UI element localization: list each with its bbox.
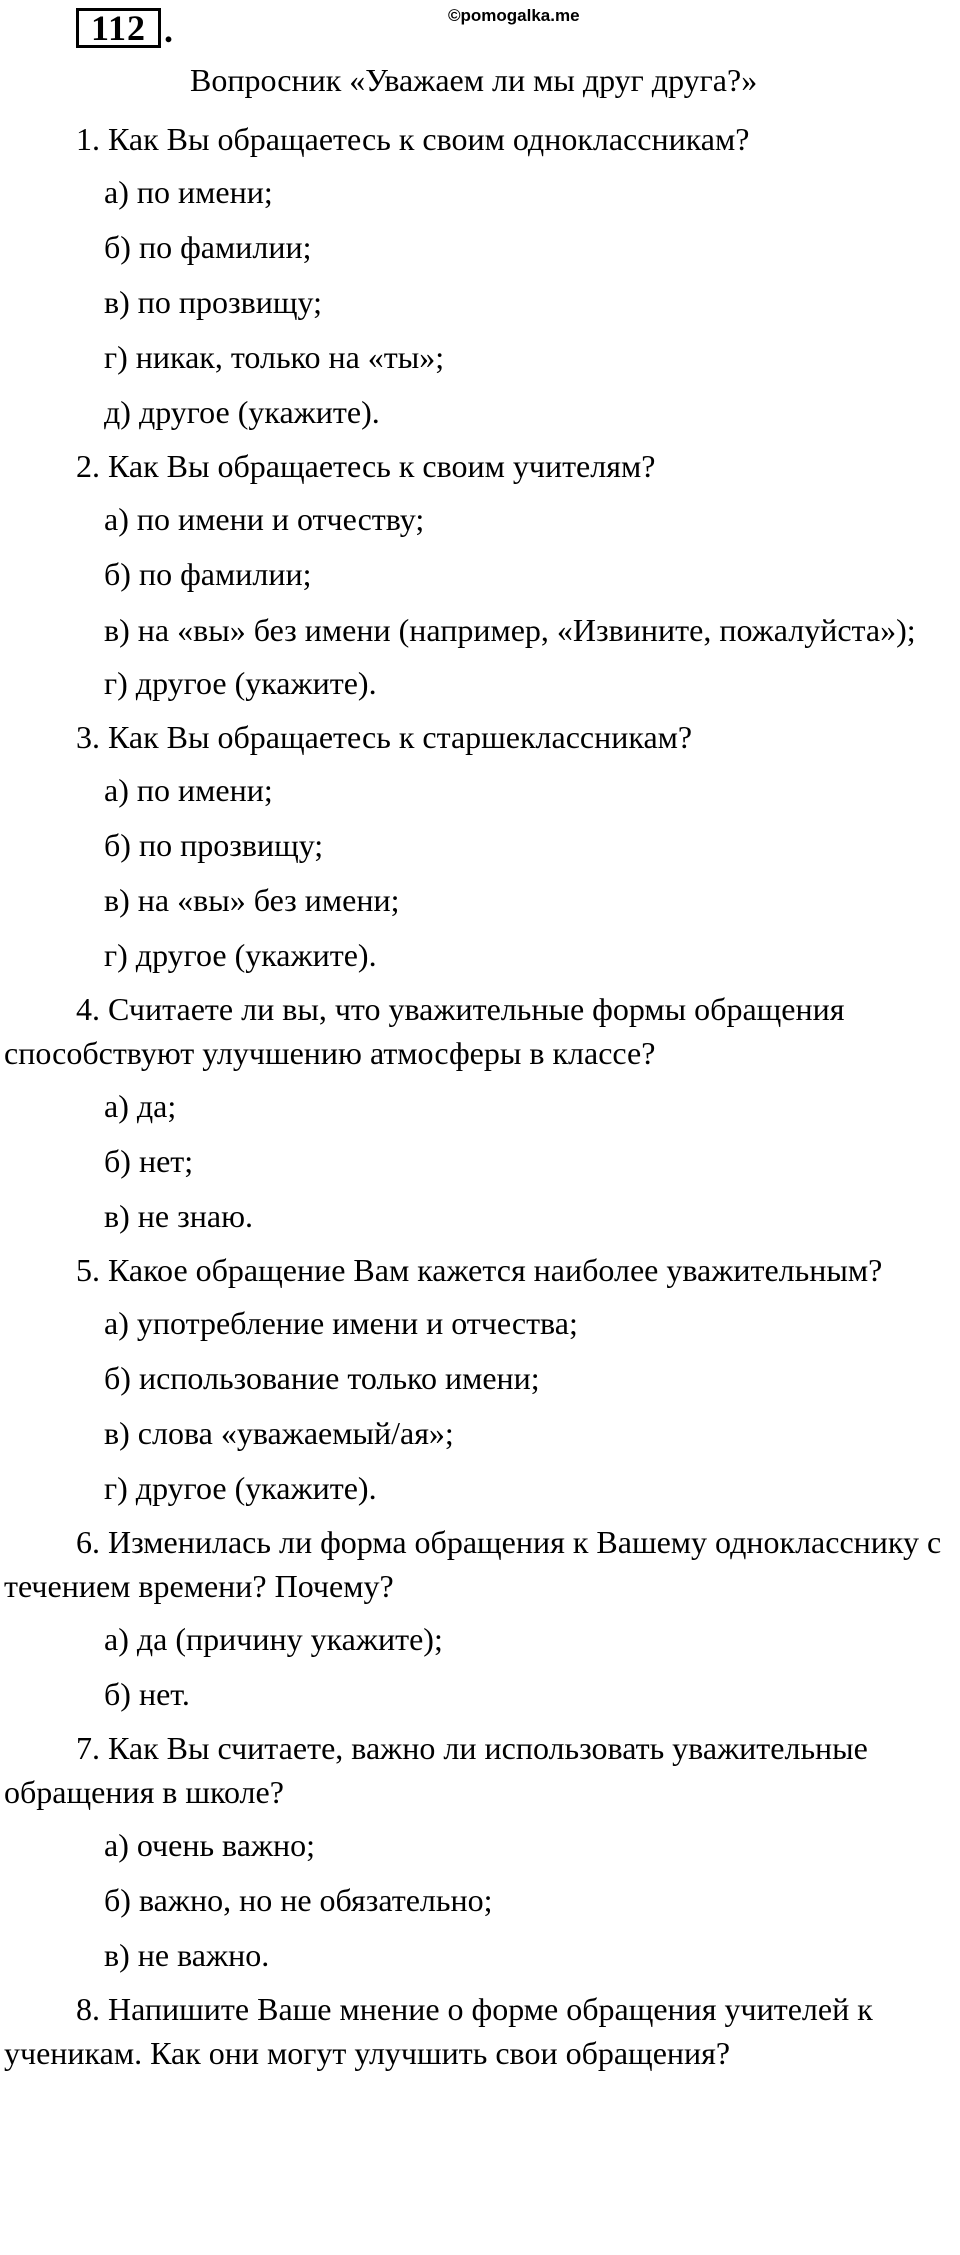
page-header bbox=[0, 2, 960, 54]
option-2c: в) на «вы» без имени (например, «Извините, пожалуйста»); bbox=[104, 612, 916, 648]
question-7: 7. Как Вы считаете, важно ли использовать уважительные обращения в школе? bbox=[4, 1730, 868, 1810]
question-3: 3. Как Вы обращаетесь к старшеклассникам? bbox=[76, 719, 693, 755]
option-4c: в) не знаю. bbox=[104, 1198, 253, 1234]
option-5d: г) другое (укажите). bbox=[104, 1470, 377, 1506]
option-2b: б) по фамилии; bbox=[104, 556, 312, 592]
question-5: 5. Какое обращение Вам кажется наиболее уважительным? bbox=[76, 1252, 883, 1288]
option-7a: а) очень важно; bbox=[104, 1827, 316, 1863]
option-5c: в) слова «уважаемый/ая»; bbox=[104, 1415, 454, 1451]
option-1e: д) другое (укажите). bbox=[104, 394, 380, 430]
option-7b: б) важно, но не обязательно; bbox=[104, 1882, 493, 1918]
option-3a: а) по имени; bbox=[104, 772, 273, 808]
option-7c: в) не важно. bbox=[104, 1937, 270, 1973]
option-6b: б) нет. bbox=[104, 1676, 190, 1712]
task-number: 112 bbox=[90, 8, 146, 48]
question-4: 4. Считаете ли вы, что уважительные формы обращения способствуют улучшению атмосферы в классе? bbox=[4, 991, 845, 1071]
option-6a: а) да (причину укажите); bbox=[104, 1621, 443, 1657]
questionnaire-title: Вопросник «Уважаем ли мы друг друга?» bbox=[190, 62, 758, 98]
option-5a: а) употребление имени и отчества; bbox=[104, 1305, 578, 1341]
option-2d: г) другое (укажите). bbox=[104, 665, 377, 701]
watermark: ©pomogalka.me bbox=[448, 6, 580, 25]
option-1c: в) по прозвищу; bbox=[104, 284, 322, 320]
task-number-suffix: . bbox=[164, 10, 173, 50]
option-4b: б) нет; bbox=[104, 1143, 194, 1179]
questionnaire-body bbox=[0, 113, 960, 2079]
option-3d: г) другое (укажите). bbox=[104, 937, 377, 973]
option-2a: а) по имени и отчеству; bbox=[104, 501, 425, 537]
option-4a: а) да; bbox=[104, 1088, 177, 1124]
option-1b: б) по фамилии; bbox=[104, 229, 312, 265]
question-1: 1. Как Вы обращаетесь к своим одноклассникам? bbox=[76, 121, 750, 157]
question-8: 8. Напишите Ваше мнение о форме обращения учителей к ученикам. Как они могут улучшить свои обращения? bbox=[4, 1991, 873, 2071]
option-1a: а) по имени; bbox=[104, 174, 273, 210]
question-6: 6. Изменилась ли форма обращения к Вашему однокласснику с течением времени? Почему? bbox=[4, 1524, 942, 1604]
option-1d: г) никак, только на «ты»; bbox=[104, 339, 445, 375]
option-3c: в) на «вы» без имени; bbox=[104, 882, 400, 918]
option-5b: б) использование только имени; bbox=[104, 1360, 540, 1396]
question-2: 2. Как Вы обращаетесь к своим учителям? bbox=[76, 448, 656, 484]
option-3b: б) по прозвищу; bbox=[104, 827, 324, 863]
task-number-badge bbox=[76, 8, 161, 48]
